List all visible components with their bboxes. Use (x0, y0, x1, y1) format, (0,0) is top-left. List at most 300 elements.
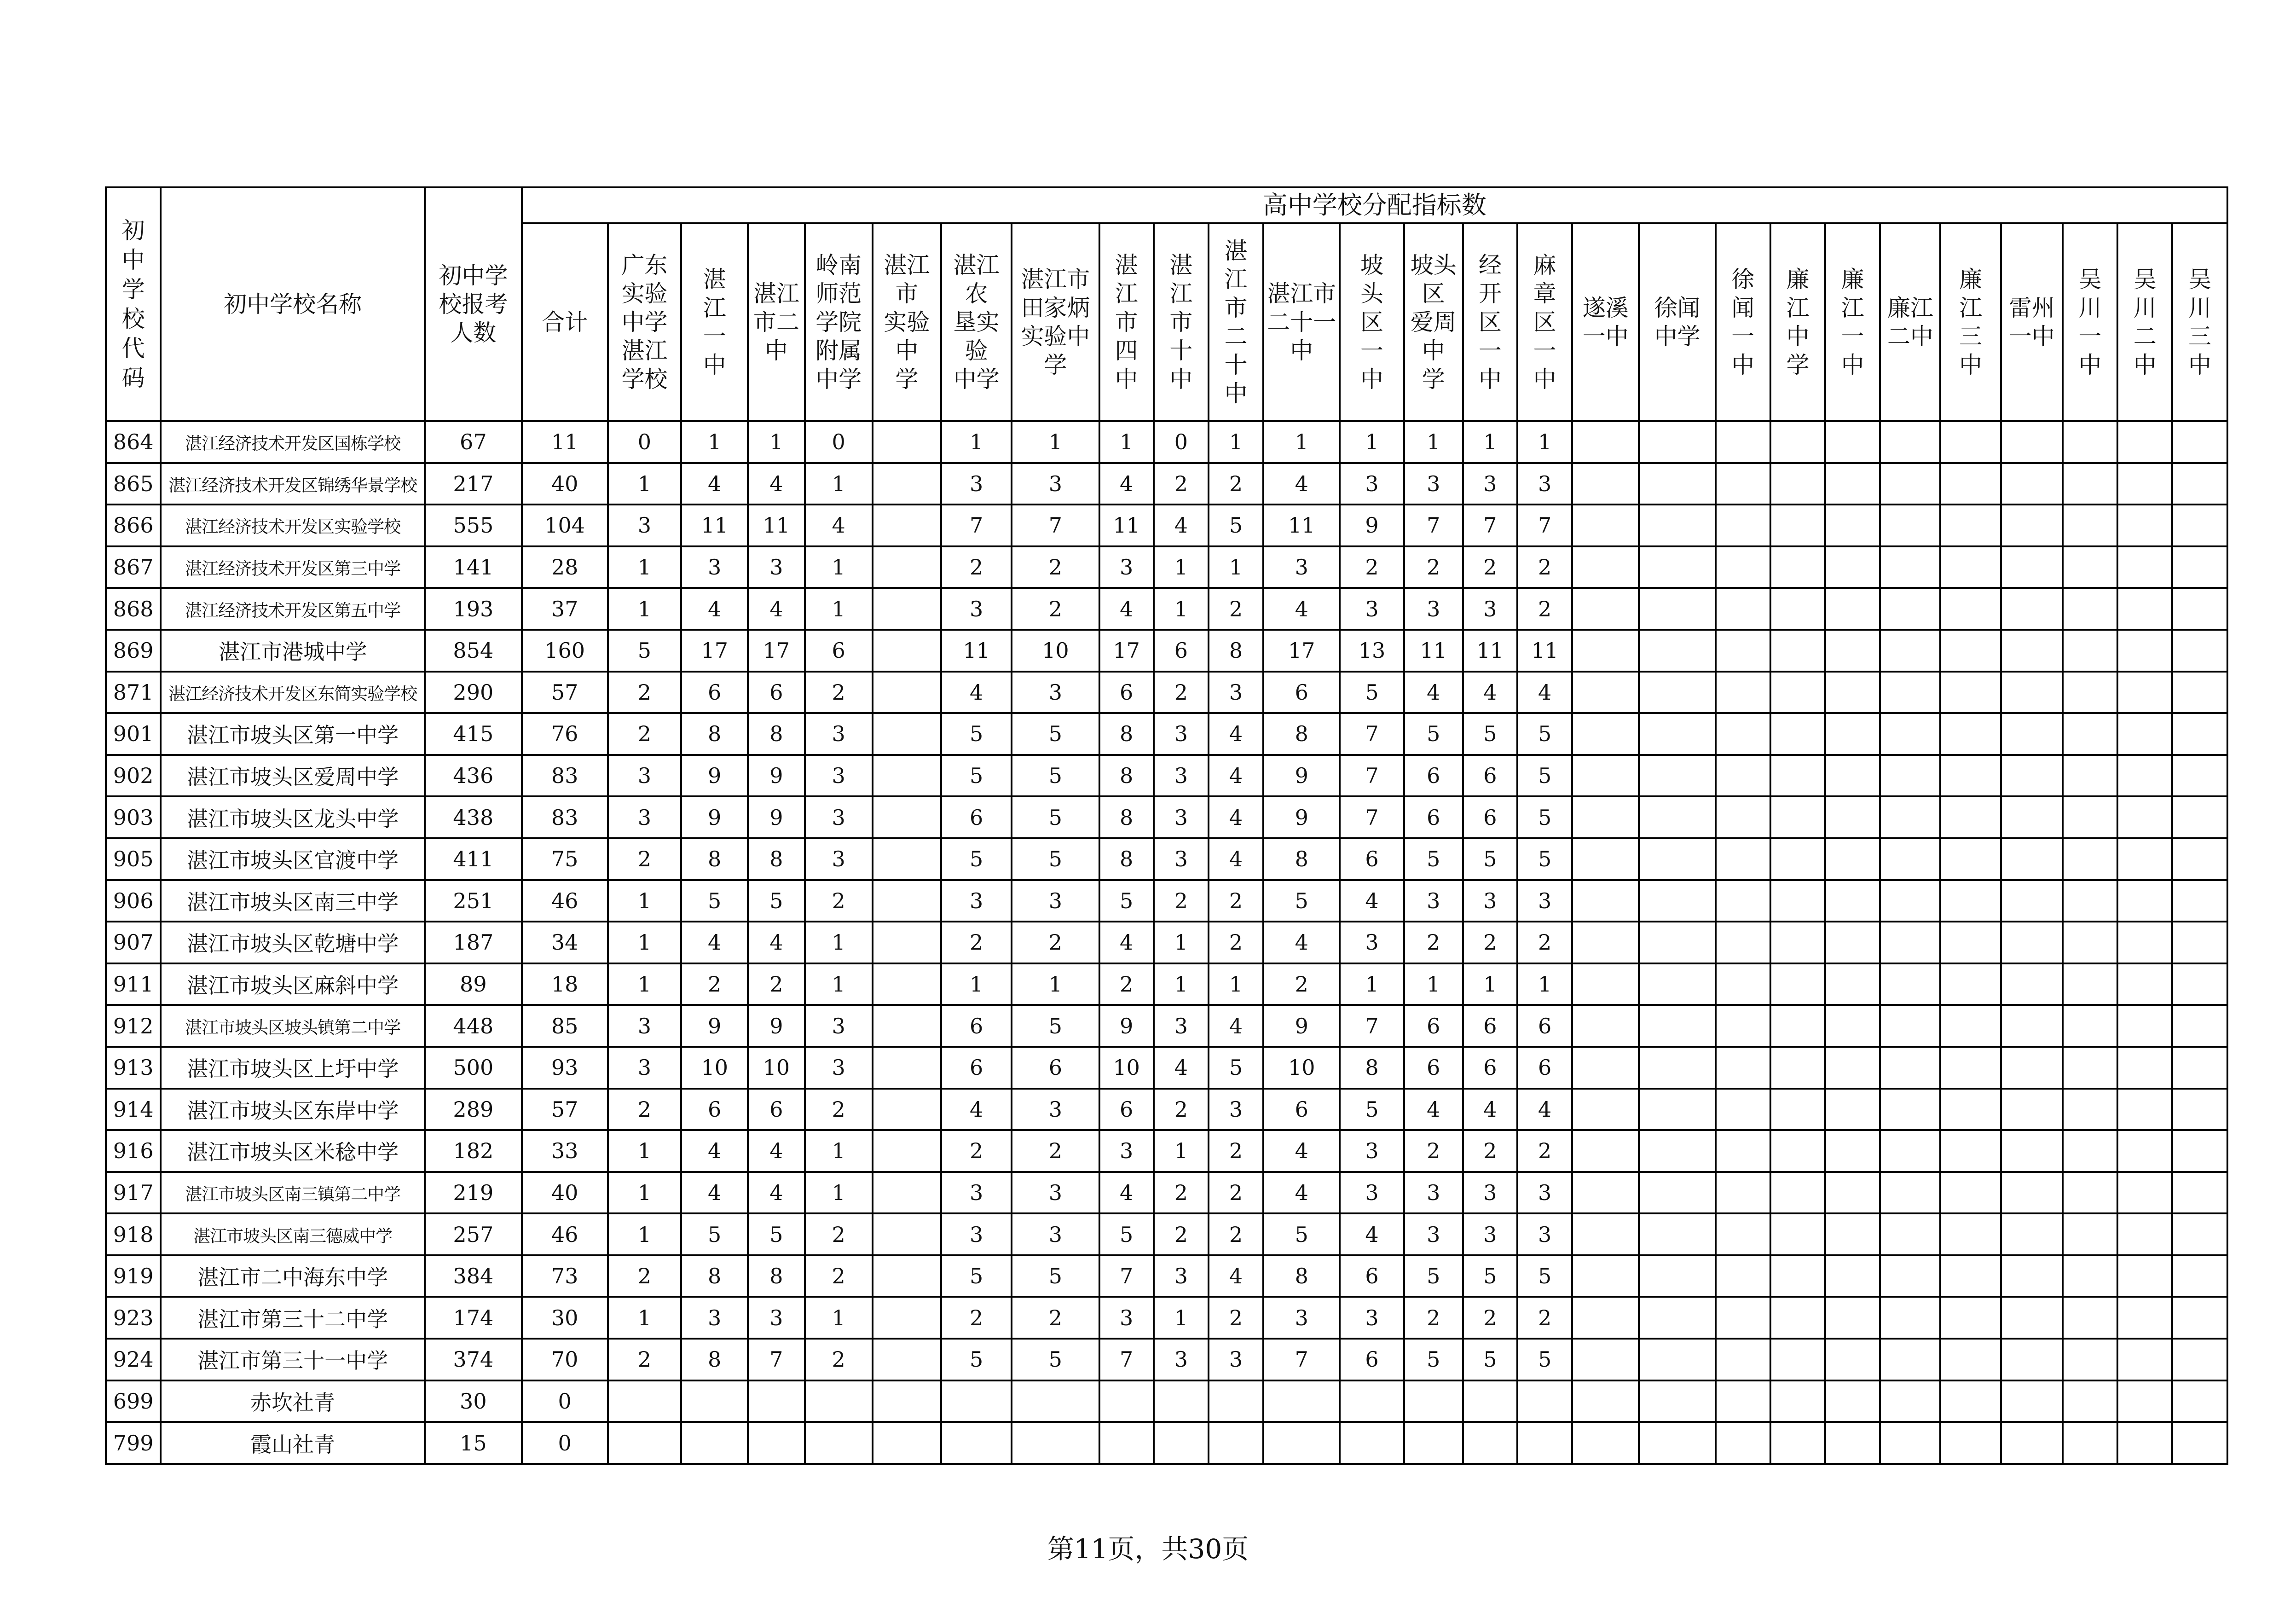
quota-cell (2172, 1339, 2227, 1380)
quota-cell (1572, 796, 1639, 838)
quota-cell (1639, 1172, 1715, 1214)
quota-cell (873, 672, 941, 713)
quota-cell: 1 (608, 1297, 681, 1339)
quota-cell: 3 (1209, 672, 1263, 713)
quota-cell: 3 (1404, 1213, 1463, 1255)
quota-cell (1404, 1422, 1463, 1464)
header-total: 合计 (522, 223, 608, 421)
quota-cell (1639, 755, 1715, 797)
quota-cell (2063, 1380, 2117, 1422)
quota-cell: 2 (1340, 546, 1404, 588)
quota-cell: 7 (1263, 1339, 1340, 1380)
quota-cell: 8 (1263, 838, 1340, 880)
quota-cell (2172, 713, 2227, 755)
quota-cell (873, 838, 941, 880)
quota-cell: 3 (1404, 463, 1463, 505)
quota-cell (1572, 1172, 1639, 1214)
quota-cell (1880, 1213, 1940, 1255)
quota-cell (1639, 672, 1715, 713)
school-name-cell: 湛江经济技术开发区国栋学校 (161, 421, 425, 463)
quota-cell (2172, 1172, 2227, 1214)
header-school: 廉 江 中 学 (1770, 223, 1825, 421)
quota-cell (1825, 630, 1880, 672)
quota-cell: 2 (1517, 1130, 1572, 1172)
total-cell: 0 (522, 1380, 608, 1422)
quota-cell: 8 (1263, 713, 1340, 755)
quota-cell (1340, 1422, 1404, 1464)
quota-cell (1770, 505, 1825, 546)
quota-cell: 8 (681, 1339, 748, 1380)
quota-cell (1770, 463, 1825, 505)
quota-cell (2172, 1297, 2227, 1339)
quota-cell: 4 (1209, 713, 1263, 755)
quota-cell (2001, 1047, 2063, 1089)
total-cell: 83 (522, 796, 608, 838)
quota-cell: 9 (681, 755, 748, 797)
quota-cell (941, 1380, 1012, 1422)
quota-cell: 3 (608, 505, 681, 546)
header-school: 湛江 市二 中 (748, 223, 804, 421)
quota-cell: 6 (1463, 1047, 1517, 1089)
quota-cell: 5 (1099, 1213, 1154, 1255)
quota-cell (2117, 1172, 2172, 1214)
quota-cell: 5 (1517, 713, 1572, 755)
quota-cell (1572, 546, 1639, 588)
quota-cell: 5 (1263, 880, 1340, 922)
quota-cell: 4 (748, 1130, 804, 1172)
quota-cell: 4 (681, 463, 748, 505)
quota-cell (1716, 421, 1770, 463)
quota-cell: 1 (1154, 922, 1209, 963)
quota-cell: 2 (1209, 922, 1263, 963)
header-school: 坡 头 区 一 中 (1340, 223, 1404, 421)
quota-cell: 4 (1209, 796, 1263, 838)
quota-cell: 5 (1263, 1213, 1340, 1255)
quota-cell (1825, 922, 1880, 963)
quota-cell (1940, 922, 2001, 963)
quota-cell: 3 (1012, 1089, 1099, 1131)
school-code-cell: 902 (106, 755, 161, 797)
quota-cell (1099, 1380, 1154, 1422)
quota-cell (2117, 505, 2172, 546)
quota-cell: 8 (1263, 1255, 1340, 1297)
total-cell: 93 (522, 1047, 608, 1089)
quota-cell: 1 (1012, 421, 1099, 463)
quota-cell: 2 (941, 922, 1012, 963)
quota-cell (1639, 922, 1715, 963)
table-row (106, 1422, 2227, 1464)
quota-cell: 3 (1012, 463, 1099, 505)
quota-cell: 4 (1209, 838, 1263, 880)
quota-cell: 3 (1340, 1297, 1404, 1339)
applicant-count-cell: 415 (425, 713, 521, 755)
quota-cell (1880, 1339, 1940, 1380)
quota-cell (681, 1380, 748, 1422)
quota-cell: 4 (681, 588, 748, 630)
quota-cell: 17 (748, 630, 804, 672)
quota-cell: 4 (748, 1172, 804, 1214)
applicant-count-cell: 89 (425, 963, 521, 1005)
quota-cell: 2 (1099, 963, 1154, 1005)
quota-cell (1639, 713, 1715, 755)
quota-cell (1572, 505, 1639, 546)
quota-cell: 4 (1263, 588, 1340, 630)
quota-cell (2063, 505, 2117, 546)
quota-cell (1940, 1005, 2001, 1047)
quota-cell (2117, 755, 2172, 797)
quota-cell (1639, 588, 1715, 630)
quota-cell: 1 (805, 1172, 873, 1214)
quota-cell: 6 (1404, 755, 1463, 797)
quota-cell: 1 (1463, 421, 1517, 463)
quota-cell (1880, 838, 1940, 880)
quota-cell (2117, 672, 2172, 713)
quota-cell (1639, 1130, 1715, 1172)
total-cell: 34 (522, 922, 608, 963)
quota-cell: 2 (805, 1213, 873, 1255)
quota-cell (1572, 922, 1639, 963)
quota-cell: 2 (608, 838, 681, 880)
quota-cell: 5 (1012, 755, 1099, 797)
header-school: 湛 江 一 中 (681, 223, 748, 421)
quota-cell: 5 (1517, 838, 1572, 880)
quota-cell: 3 (1340, 1172, 1404, 1214)
quota-cell (1770, 1380, 1825, 1422)
total-cell: 85 (522, 1005, 608, 1047)
quota-cell: 4 (1517, 672, 1572, 713)
quota-cell (873, 1130, 941, 1172)
header-school: 吴 川 三 中 (2172, 223, 2227, 421)
quota-cell: 1 (1340, 421, 1404, 463)
total-cell: 33 (522, 1130, 608, 1172)
quota-cell: 13 (1340, 630, 1404, 672)
quota-cell (2001, 546, 2063, 588)
quota-cell: 5 (1404, 1339, 1463, 1380)
quota-cell: 4 (1154, 505, 1209, 546)
quota-cell: 2 (1404, 546, 1463, 588)
quota-cell (2117, 713, 2172, 755)
quota-cell: 5 (1517, 796, 1572, 838)
quota-cell (2001, 1297, 2063, 1339)
total-cell: 83 (522, 755, 608, 797)
quota-cell (1716, 1380, 1770, 1422)
quota-cell: 2 (1209, 1297, 1263, 1339)
quota-cell: 3 (1154, 1255, 1209, 1297)
school-code-cell: 924 (106, 1339, 161, 1380)
total-cell: 28 (522, 546, 608, 588)
applicant-count-cell: 854 (425, 630, 521, 672)
quota-cell (1770, 672, 1825, 713)
quota-cell: 6 (1463, 755, 1517, 797)
quota-cell: 17 (1099, 630, 1154, 672)
quota-cell (2172, 963, 2227, 1005)
quota-cell: 5 (1463, 713, 1517, 755)
quota-cell: 1 (608, 463, 681, 505)
quota-cell (1639, 1380, 1715, 1422)
applicant-count-cell: 182 (425, 1130, 521, 1172)
table-row (106, 838, 2227, 880)
quota-cell (2063, 1047, 2117, 1089)
quota-cell: 4 (681, 1172, 748, 1214)
quota-cell: 4 (681, 1130, 748, 1172)
quota-cell: 4 (1209, 755, 1263, 797)
quota-cell: 2 (608, 1089, 681, 1131)
quota-cell: 3 (1340, 463, 1404, 505)
quota-cell: 2 (748, 963, 804, 1005)
quota-cell: 3 (1404, 1172, 1463, 1214)
quota-cell: 3 (1012, 880, 1099, 922)
quota-cell: 3 (1154, 755, 1209, 797)
quota-cell: 2 (1154, 672, 1209, 713)
total-cell: 37 (522, 588, 608, 630)
quota-cell (2063, 588, 2117, 630)
quota-cell: 2 (1517, 588, 1572, 630)
school-code-cell: 907 (106, 922, 161, 963)
quota-cell (1639, 1422, 1715, 1464)
quota-cell (1940, 1047, 2001, 1089)
header-school: 吴 川 一 中 (2063, 223, 2117, 421)
quota-cell (1880, 1005, 1940, 1047)
quota-cell (1825, 755, 1880, 797)
quota-cell: 5 (941, 838, 1012, 880)
quota-cell (1770, 546, 1825, 588)
quota-cell (1770, 880, 1825, 922)
page-footer: 第11页，共30页 (1047, 1533, 1249, 1565)
quota-cell (2063, 672, 2117, 713)
quota-cell: 10 (1263, 1047, 1340, 1089)
quota-cell (2001, 1005, 2063, 1047)
quota-cell: 11 (1517, 630, 1572, 672)
quota-cell: 3 (941, 1213, 1012, 1255)
quota-cell (2063, 713, 2117, 755)
school-name-cell: 湛江经济技术开发区实验学校 (161, 505, 425, 546)
table-row (106, 755, 2227, 797)
quota-cell: 17 (681, 630, 748, 672)
quota-cell: 5 (1209, 505, 1263, 546)
quota-cell (873, 1255, 941, 1297)
quota-cell (1639, 463, 1715, 505)
quota-cell: 5 (748, 880, 804, 922)
quota-cell: 2 (1012, 922, 1099, 963)
quota-cell: 10 (681, 1047, 748, 1089)
header-school: 经 开 区 一 中 (1463, 223, 1517, 421)
quota-cell (1825, 1339, 1880, 1380)
quota-cell (1716, 672, 1770, 713)
total-cell: 57 (522, 672, 608, 713)
table-row (106, 463, 2227, 505)
header-group: 高中学校分配指标数 (522, 187, 2228, 223)
school-name-cell: 湛江市坡头区乾塘中学 (161, 922, 425, 963)
quota-cell (1572, 963, 1639, 1005)
quota-cell: 2 (1154, 463, 1209, 505)
quota-cell (1716, 1089, 1770, 1131)
quota-cell (1572, 1047, 1639, 1089)
quota-cell: 17 (1263, 630, 1340, 672)
quota-cell (1940, 1172, 2001, 1214)
quota-cell: 3 (1463, 1172, 1517, 1214)
quota-cell (873, 922, 941, 963)
quota-cell (1639, 1255, 1715, 1297)
quota-cell: 1 (608, 880, 681, 922)
quota-cell: 11 (1463, 630, 1517, 672)
quota-cell: 10 (1099, 1047, 1154, 1089)
quota-cell: 1 (1154, 1297, 1209, 1339)
header-school: 坡头区 爱周中 学 (1404, 223, 1463, 421)
quota-cell: 2 (1404, 1297, 1463, 1339)
quota-cell (2117, 1130, 2172, 1172)
quota-cell: 5 (1012, 713, 1099, 755)
header-school: 吴 川 二 中 (2117, 223, 2172, 421)
quota-cell: 1 (805, 588, 873, 630)
quota-cell (2117, 1380, 2172, 1422)
quota-cell (2117, 963, 2172, 1005)
quota-cell: 5 (1463, 1339, 1517, 1380)
quota-cell (2117, 880, 2172, 922)
quota-cell: 8 (1340, 1047, 1404, 1089)
header-school: 湛江农 垦实验 中学 (941, 223, 1012, 421)
quota-cell (1825, 1172, 1880, 1214)
quota-cell (2117, 1255, 2172, 1297)
quota-cell (1716, 1130, 1770, 1172)
quota-cell: 1 (805, 922, 873, 963)
school-name-cell: 湛江市坡头区麻斜中学 (161, 963, 425, 1005)
quota-cell (2063, 463, 2117, 505)
quota-cell (1572, 1005, 1639, 1047)
quota-cell: 3 (1463, 1213, 1517, 1255)
quota-cell: 1 (805, 1130, 873, 1172)
quota-cell (1716, 1255, 1770, 1297)
quota-cell (1880, 588, 1940, 630)
quota-cell: 1 (608, 1213, 681, 1255)
quota-cell: 2 (1463, 1130, 1517, 1172)
quota-cell (1572, 1213, 1639, 1255)
table-row (106, 1130, 2227, 1172)
quota-cell (1639, 1089, 1715, 1131)
quota-cell: 1 (941, 963, 1012, 1005)
quota-cell (873, 713, 941, 755)
quota-cell: 2 (1209, 1213, 1263, 1255)
quota-cell: 1 (608, 1172, 681, 1214)
quota-cell (873, 1047, 941, 1089)
quota-cell: 9 (681, 1005, 748, 1047)
quota-cell: 8 (681, 1255, 748, 1297)
quota-cell: 9 (681, 796, 748, 838)
quota-cell: 5 (681, 880, 748, 922)
quota-cell: 3 (1099, 1297, 1154, 1339)
quota-cell (1770, 421, 1825, 463)
quota-cell (941, 1422, 1012, 1464)
quota-cell: 1 (608, 963, 681, 1005)
total-cell: 18 (522, 963, 608, 1005)
quota-cell: 4 (1404, 1089, 1463, 1131)
quota-cell (2172, 922, 2227, 963)
school-name-cell: 湛江市坡头区南三镇第二中学 (161, 1172, 425, 1214)
quota-cell: 5 (1099, 880, 1154, 922)
quota-cell (1263, 1422, 1340, 1464)
quota-cell (1572, 1422, 1639, 1464)
quota-cell (1880, 505, 1940, 546)
quota-cell (1940, 463, 2001, 505)
quota-cell (1940, 1297, 2001, 1339)
quota-cell (2001, 672, 2063, 713)
quota-cell (2172, 1213, 2227, 1255)
quota-cell: 6 (1099, 672, 1154, 713)
quota-cell: 6 (1012, 1047, 1099, 1089)
quota-cell: 1 (1154, 1130, 1209, 1172)
quota-cell (1880, 1297, 1940, 1339)
quota-cell (1572, 838, 1639, 880)
quota-cell (1825, 463, 1880, 505)
quota-cell (873, 1213, 941, 1255)
quota-cell: 1 (1154, 963, 1209, 1005)
quota-cell (1825, 713, 1880, 755)
quota-cell: 2 (1209, 463, 1263, 505)
quota-cell (873, 505, 941, 546)
quota-cell: 4 (1099, 1172, 1154, 1214)
quota-cell (2063, 1089, 2117, 1131)
quota-cell: 3 (1463, 588, 1517, 630)
quota-cell (2063, 1213, 2117, 1255)
quota-cell (1770, 713, 1825, 755)
applicant-count-cell: 67 (425, 421, 521, 463)
quota-cell (1825, 880, 1880, 922)
quota-cell: 4 (1263, 922, 1340, 963)
quota-cell (1940, 755, 2001, 797)
quota-cell (1770, 838, 1825, 880)
quota-cell: 8 (748, 1255, 804, 1297)
total-cell: 40 (522, 1172, 608, 1214)
applicant-count-cell: 217 (425, 463, 521, 505)
quota-cell (1940, 1255, 2001, 1297)
quota-cell: 1 (1404, 963, 1463, 1005)
quota-cell: 7 (1012, 505, 1099, 546)
quota-cell: 3 (1012, 1213, 1099, 1255)
quota-cell (1880, 463, 1940, 505)
quota-cell (2001, 1380, 2063, 1422)
quota-cell: 5 (1404, 713, 1463, 755)
quota-cell: 5 (1463, 1255, 1517, 1297)
quota-cell: 1 (805, 546, 873, 588)
quota-cell (748, 1422, 804, 1464)
quota-cell (1880, 421, 1940, 463)
quota-cell (1572, 1339, 1639, 1380)
quota-cell: 2 (1463, 546, 1517, 588)
quota-cell: 8 (1099, 713, 1154, 755)
quota-cell: 1 (608, 922, 681, 963)
quota-cell (873, 1339, 941, 1380)
quota-cell: 8 (1099, 796, 1154, 838)
school-name-cell: 湛江市坡头区爱周中学 (161, 755, 425, 797)
school-code-cell: 867 (106, 546, 161, 588)
quota-cell (873, 1297, 941, 1339)
school-name-cell: 湛江市坡头区官渡中学 (161, 838, 425, 880)
quota-cell: 3 (1154, 1005, 1209, 1047)
quota-cell: 3 (1012, 1172, 1099, 1214)
quota-cell: 4 (1340, 880, 1404, 922)
quota-cell: 2 (1517, 922, 1572, 963)
quota-cell (2001, 1213, 2063, 1255)
quota-cell: 4 (748, 588, 804, 630)
quota-cell: 4 (1099, 463, 1154, 505)
quota-cell (1825, 672, 1880, 713)
quota-cell (1716, 463, 1770, 505)
quota-cell (1572, 421, 1639, 463)
applicant-count-cell: 448 (425, 1005, 521, 1047)
quota-cell: 2 (1012, 546, 1099, 588)
header-school: 廉 江 一 中 (1825, 223, 1880, 421)
quota-cell: 4 (1463, 1089, 1517, 1131)
school-name-cell: 湛江经济技术开发区锦绣华景学校 (161, 463, 425, 505)
